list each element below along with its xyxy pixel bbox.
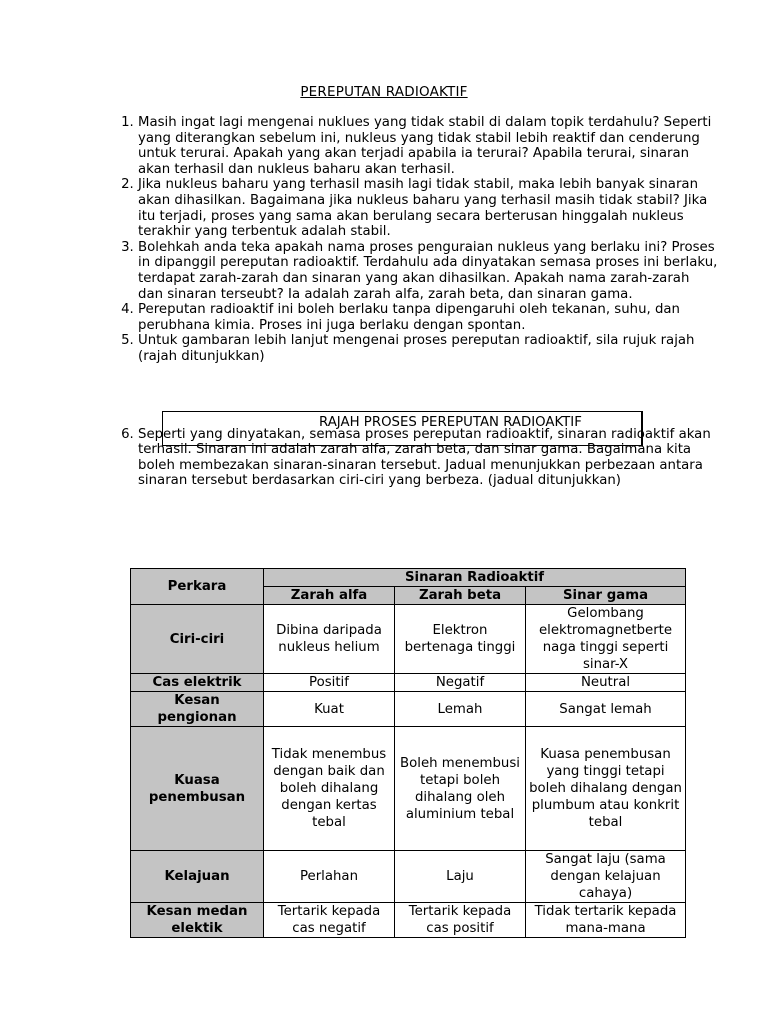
table-cell: Kuat <box>264 692 395 727</box>
table-cell: Tertarik kepada cas positif <box>395 903 526 938</box>
list-item: 1. Masih ingat lagi mengenai nuklues yang tidak stabil di dalam topik terdahulu? Seperti yang diterangkan sebelum ini, nukleus yang tidak stabil lebih reaktif dan cenderung untuk terurai. Apakah yang akan terjadi apabila ia terurai? Apabila terurai, sinaran akan terhasil dan nukleus baharu akan terhasil. <box>138 115 718 177</box>
table-header-row <box>131 569 686 587</box>
row-header: Ciri-ciri <box>131 605 264 674</box>
diagram-placeholder-box <box>162 411 643 446</box>
table-row <box>131 692 686 727</box>
page-title: PEREPUTAN RADIOAKTIF <box>300 84 468 100</box>
column-header: Zarah alfa <box>264 587 395 605</box>
table-cell: Negatif <box>395 674 526 692</box>
list-item: 4. Pereputan radioaktif ini boleh berlaku tanpa dipengaruhi oleh tekanan, suhu, dan perubhana kimia. Proses ini juga berlaku dengan spontan. <box>138 302 718 333</box>
table-cell: Lemah <box>395 692 526 727</box>
radiation-comparison-table <box>130 568 686 938</box>
table-cell: Neutral <box>526 674 686 692</box>
table-cell: Tertarik kepada cas negatif <box>264 903 395 938</box>
table-cell: Elektron bertenaga tinggi <box>395 605 526 674</box>
table-corner-header: Perkara <box>131 569 264 605</box>
table-cell: Tidak tertarik kepada mana-mana <box>526 903 686 938</box>
column-header: Zarah beta <box>395 587 526 605</box>
row-header: Kesan medan elektik <box>131 903 264 938</box>
table-cell: Positif <box>264 674 395 692</box>
list-item: 6. Seperti yang dinyatakan, semasa proses pereputan radioaktif, sinaran radioaktif akan terhasil. Sinaran ini adalah zarah alfa, zarah beta, dan sinar gama. Bagaimana kita boleh membezakan sinaran-sinaran tersebut. Jadual menunjukkan perbezaan antara sinaran tersebut berdasarkan ciri-ciri yang berbeza. (jadual ditunjukkan) <box>138 427 718 489</box>
table-cell: Sangat lemah <box>526 692 686 727</box>
row-header: Kelajuan <box>131 851 264 903</box>
table-cell: Dibina daripada nukleus helium <box>264 605 395 674</box>
table-cell: Tidak menembus dengan baik dan boleh dihalang dengan kertas tebal <box>264 727 395 851</box>
row-header: Kuasa penembusan <box>131 727 264 851</box>
list-item: 5. Untuk gambaran lebih lanjut mengenai proses pereputan radioaktif, sila rujuk rajah (rajah ditunjukkan) <box>138 333 718 364</box>
table-row <box>131 903 686 938</box>
table-row <box>131 727 686 851</box>
list-item: 3. Bolehkah anda teka apakah nama proses penguraian nukleus yang berlaku ini? Proses in dipanggil pereputan radioaktif. Terdahulu ada dinyatakan semasa proses ini berlaku, terdapat zarah-zarah dan sinaran yang akan dihasilkan. Apakah nama zarah-zarah dan sinaran terseubt? Ia adalah zarah alfa, zarah beta, dan sinaran gama. <box>138 240 718 302</box>
table-row <box>131 605 686 674</box>
table-cell: Gelombang elektromagnetberte naga tinggi seperti sinar-X <box>526 605 686 674</box>
table-cell: Kuasa penembusan yang tinggi tetapi boleh dihalang dengan plumbum atau konkrit tebal <box>526 727 686 851</box>
row-header: Cas elektrik <box>131 674 264 692</box>
row-header: Kesan pengionan <box>131 692 264 727</box>
diagram-label: RAJAH PROSES PEREPUTAN RADIOAKTIF <box>319 415 582 430</box>
list-item: 2. Jika nukleus baharu yang terhasil masih lagi tidak stabil, maka lebih banyak sinaran akan dihasilkan. Bagaimana jika nukleus baharu yang terhasil masih tidak stabil? Jika itu terjadi, proses yang sama akan berulang secara berterusan hinggalah nukleus terakhir yang terbentuk adalah stabil. <box>138 177 718 239</box>
column-header: Sinar gama <box>526 587 686 605</box>
table-cell: Perlahan <box>264 851 395 903</box>
table-row <box>131 851 686 903</box>
table-group-header: Sinaran Radioaktif <box>264 569 686 587</box>
table-row <box>131 674 686 692</box>
table-cell: Laju <box>395 851 526 903</box>
table-cell: Sangat laju (sama dengan kelajuan cahaya) <box>526 851 686 903</box>
table-cell: Boleh menembusi tetapi boleh dihalang oleh aluminium tebal <box>395 727 526 851</box>
